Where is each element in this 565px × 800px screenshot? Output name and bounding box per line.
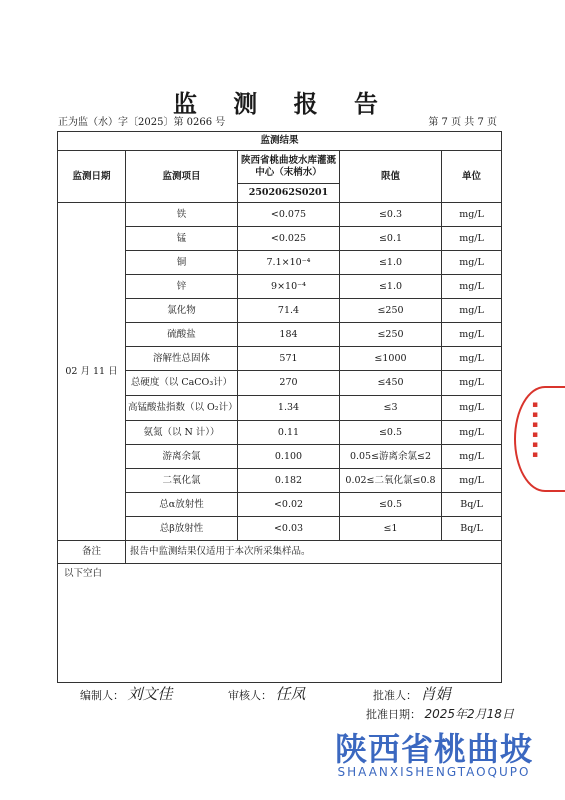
approver-signature: 肖娟	[420, 685, 451, 703]
cell-item: 氨氮（以 N 计））	[126, 421, 238, 445]
cell-value: <0.02	[238, 493, 340, 517]
seal-icon: ▪▪▪▪▪▪	[530, 400, 540, 460]
date-cell: 02 月 11 日	[58, 203, 126, 541]
watermark-subtext: SHAANXISHENGTAOQUPO	[337, 765, 531, 779]
header-unit: 单位	[442, 151, 502, 203]
cell-unit: mg/L	[442, 227, 502, 251]
header-date: 监测日期	[58, 151, 126, 203]
blank-row	[58, 564, 502, 683]
cell-limit: ≤0.5	[340, 493, 442, 517]
results-table	[57, 131, 502, 683]
cell-unit: mg/L	[442, 371, 502, 396]
cell-item: 总硬度（以 CaCO₃计）	[126, 371, 238, 396]
cell-value: 571	[238, 347, 340, 371]
note-row	[58, 541, 502, 564]
cell-item: 高锰酸盐指数（以 O₂计）	[126, 396, 238, 421]
cell-value: 9×10⁻⁴	[238, 275, 340, 299]
cell-limit: 0.05≤游离余氯≤2	[340, 445, 442, 469]
header-site-code: 2502062S0201	[238, 184, 340, 203]
note-label: 备注	[58, 541, 126, 564]
cell-value: <0.075	[238, 203, 340, 227]
table-caption: 监测结果	[58, 132, 502, 151]
note-text: 报告中监测结果仅适用于本次所采集样品。	[126, 541, 502, 564]
header-limit: 限值	[340, 151, 442, 203]
cell-item: 游离余氯	[126, 445, 238, 469]
cell-limit: ≤250	[340, 323, 442, 347]
cell-unit: Bq/L	[442, 517, 502, 541]
cell-value: 184	[238, 323, 340, 347]
cell-item: 二氧化氯	[126, 469, 238, 493]
cell-unit: mg/L	[442, 421, 502, 445]
cell-value: 71.4	[238, 299, 340, 323]
blank-text: 以下空白	[58, 564, 502, 683]
header-site: 陕西省桃曲坡水库灌溉中心（末梢水）	[238, 151, 340, 184]
reviewer-block	[228, 683, 306, 704]
cell-item: 铜	[126, 251, 238, 275]
reviewer-label: 审核人：	[228, 689, 272, 702]
cell-limit: ≤1	[340, 517, 442, 541]
cell-item: 溶解性总固体	[126, 347, 238, 371]
cell-unit: mg/L	[442, 299, 502, 323]
reviewer-signature: 任凤	[275, 685, 306, 703]
cell-item: 总α放射性	[126, 493, 238, 517]
cell-value: 0.100	[238, 445, 340, 469]
approver-block	[373, 683, 451, 704]
cell-item: 氯化物	[126, 299, 238, 323]
approve-date-block	[366, 705, 514, 722]
cell-limit: ≤1.0	[340, 275, 442, 299]
cell-item: 硫酸盐	[126, 323, 238, 347]
cell-item: 铁	[126, 203, 238, 227]
cell-limit: ≤0.1	[340, 227, 442, 251]
cell-value: 270	[238, 371, 340, 396]
cell-unit: mg/L	[442, 203, 502, 227]
approve-date-signature: 2025年2月18日	[424, 707, 514, 721]
approve-date-label: 批准日期：	[366, 708, 421, 721]
cell-limit: ≤0.5	[340, 421, 442, 445]
cell-value: <0.03	[238, 517, 340, 541]
cell-value: 0.11	[238, 421, 340, 445]
cell-unit: mg/L	[442, 323, 502, 347]
cell-unit: mg/L	[442, 347, 502, 371]
cell-limit: ≤1000	[340, 347, 442, 371]
cell-unit: mg/L	[442, 445, 502, 469]
cell-item: 锰	[126, 227, 238, 251]
cell-value: 7.1×10⁻⁴	[238, 251, 340, 275]
compiler-label: 编制人：	[80, 689, 124, 702]
watermark-text: 陕西省桃曲坡	[334, 730, 533, 768]
cell-limit: 0.02≤二氧化氯≤0.8	[340, 469, 442, 493]
page-info: 第 7 页 共 7 页	[428, 117, 497, 128]
cell-item: 锌	[126, 275, 238, 299]
report-title: 监 测 报 告	[172, 89, 393, 118]
cell-value: <0.025	[238, 227, 340, 251]
cell-value: 1.34	[238, 396, 340, 421]
cell-unit: Bq/L	[442, 493, 502, 517]
cell-item: 总β放射性	[126, 517, 238, 541]
cell-unit: mg/L	[442, 275, 502, 299]
document-number: 正为监（水）字〔2025〕第 0266 号	[58, 117, 226, 128]
approver-label: 批准人：	[373, 689, 417, 702]
header-item: 监测项目	[126, 151, 238, 203]
compiler-block	[80, 683, 173, 704]
cell-limit: ≤250	[340, 299, 442, 323]
cell-unit: mg/L	[442, 396, 502, 421]
cell-value: 0.182	[238, 469, 340, 493]
cell-unit: mg/L	[442, 251, 502, 275]
cell-limit: ≤1.0	[340, 251, 442, 275]
compiler-signature: 刘文佳	[127, 685, 173, 703]
cell-limit: ≤3	[340, 396, 442, 421]
cell-limit: ≤0.3	[340, 203, 442, 227]
cell-limit: ≤450	[340, 371, 442, 396]
table-row	[58, 203, 502, 227]
cell-unit: mg/L	[442, 469, 502, 493]
